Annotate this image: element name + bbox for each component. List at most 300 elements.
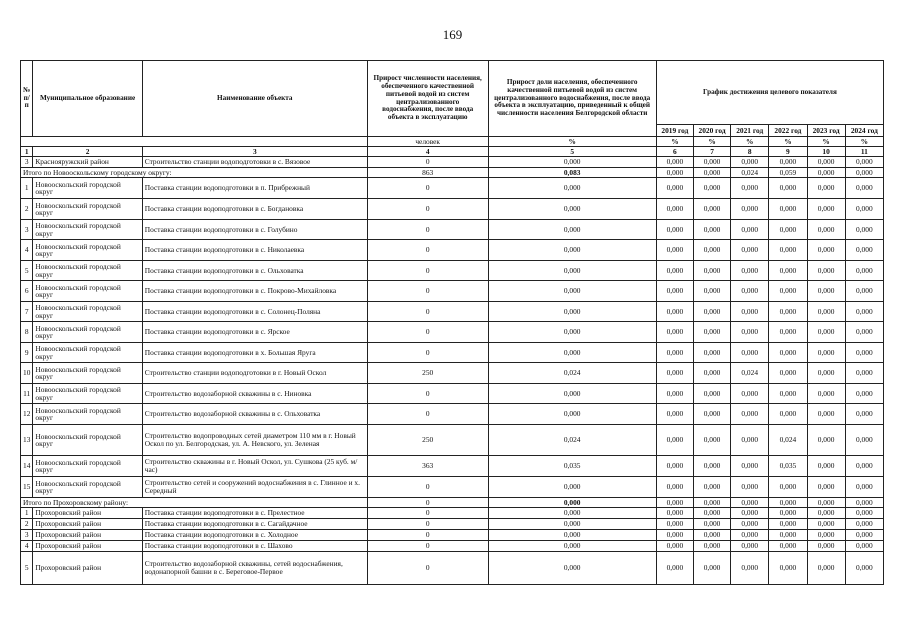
share-cell: 0,000: [488, 261, 656, 281]
row-number: 2: [21, 519, 33, 530]
year-value-cell: 0,000: [693, 552, 730, 585]
people-cell: 0: [367, 384, 488, 404]
people-cell: 0: [367, 322, 488, 343]
people-cell: 0: [367, 220, 488, 240]
year-value-cell: 0,000: [769, 498, 807, 508]
year-value-cell: 0,000: [769, 178, 807, 199]
year-value-cell: 0,000: [807, 404, 845, 425]
municipality-cell: Новооскольский городской округ: [33, 178, 142, 199]
year-value-cell: 0,000: [845, 281, 883, 302]
object-name-cell: Поставка станции водоподготовки в с. Шахово: [142, 541, 367, 552]
year-value-cell: 0,000: [656, 456, 693, 477]
year-value-cell: 0,000: [845, 322, 883, 343]
table-row: [21, 552, 884, 585]
year-value-cell: 0,000: [656, 552, 693, 585]
people-cell: 0: [367, 552, 488, 585]
row-number: 8: [21, 322, 33, 343]
year-value-cell: 0,000: [769, 220, 807, 240]
total-row: [21, 498, 884, 508]
year-value-cell: 0,024: [769, 425, 807, 456]
year-value-cell: 0,000: [807, 240, 845, 261]
unit-percent: %: [731, 137, 769, 147]
year-value-cell: 0,000: [731, 384, 769, 404]
year-value-cell: 0,000: [845, 343, 883, 363]
row-number: 4: [21, 541, 33, 552]
table-row: [21, 363, 884, 384]
header-schedule: График достижения целевого показателя: [656, 61, 883, 125]
table-row: [21, 343, 884, 363]
year-value-cell: 0,000: [845, 363, 883, 384]
share-cell: 0,000: [488, 404, 656, 425]
unit-people: человек: [367, 137, 488, 147]
year-value-cell: 0,000: [693, 240, 730, 261]
table-row: [21, 157, 884, 168]
year-value-cell: 0,000: [769, 302, 807, 322]
year-value-cell: 0,000: [845, 384, 883, 404]
unit-percent: %: [807, 137, 845, 147]
table-row: [21, 322, 884, 343]
year-value-cell: 0,000: [807, 199, 845, 220]
total-label: Итого по Новооскольскому городскому округу:: [21, 168, 368, 178]
year-value-cell: 0,000: [769, 404, 807, 425]
year-value-cell: 0,000: [845, 425, 883, 456]
column-number: 4: [367, 147, 488, 157]
municipality-cell: Новооскольский городской округ: [33, 302, 142, 322]
year-value-cell: 0,000: [769, 261, 807, 281]
total-label: Итого по Прохоровскому району:: [21, 498, 368, 508]
object-name-cell: Строительство водозаборной скважины, сетей водоснабжения, водонапорной башни в с. Береговое-Первое: [142, 552, 367, 585]
year-value-cell: 0,000: [656, 302, 693, 322]
people-cell: 250: [367, 425, 488, 456]
year-value-cell: 0,000: [769, 363, 807, 384]
people-cell: 0: [367, 281, 488, 302]
year-value-cell: 0,000: [656, 508, 693, 519]
object-name-cell: Поставка станции водоподготовки в с. Богдановка: [142, 199, 367, 220]
year-value-cell: 0,000: [693, 157, 730, 168]
municipality-cell: Новооскольский городской округ: [33, 240, 142, 261]
share-cell: 0,000: [488, 240, 656, 261]
year-value-cell: 0,000: [769, 541, 807, 552]
year-value-cell: 0,000: [769, 508, 807, 519]
object-name-cell: Поставка станции водоподготовки в с. Покрово-Михайловка: [142, 281, 367, 302]
object-name-cell: Поставка станции водоподготовки в с. Холодное: [142, 530, 367, 541]
year-value-cell: 0,000: [807, 261, 845, 281]
year-value-cell: 0,059: [769, 168, 807, 178]
year-value-cell: 0,000: [693, 199, 730, 220]
municipality-cell: Новооскольский городской округ: [33, 425, 142, 456]
year-value-cell: 0,000: [656, 168, 693, 178]
year-value-cell: 0,000: [731, 343, 769, 363]
year-value-cell: 0,000: [807, 519, 845, 530]
share-cell: 0,000: [488, 199, 656, 220]
share-cell: 0,000: [488, 477, 656, 498]
municipality-cell: Новооскольский городской округ: [33, 363, 142, 384]
share-cell: 0,000: [488, 322, 656, 343]
header-num: № п/п: [21, 61, 33, 137]
year-value-cell: 0,000: [807, 541, 845, 552]
year-value-cell: 0,000: [845, 508, 883, 519]
year-value-cell: 0,000: [656, 322, 693, 343]
unit-percent: %: [845, 137, 883, 147]
people-cell: 0: [367, 508, 488, 519]
people-cell: 0: [367, 199, 488, 220]
object-name-cell: Поставка станции водоподготовки в с. Сагайдачное: [142, 519, 367, 530]
year-value-cell: 0,000: [731, 519, 769, 530]
year-value-cell: 0,000: [656, 240, 693, 261]
header-year: 2020 год: [693, 125, 730, 137]
object-name-cell: Строительство водозаборной скважины в с. Ольховатка: [142, 404, 367, 425]
year-value-cell: 0,000: [807, 530, 845, 541]
year-value-cell: 0,000: [731, 240, 769, 261]
year-value-cell: 0,000: [693, 281, 730, 302]
share-cell: 0,024: [488, 363, 656, 384]
object-name-cell: Поставка станции водоподготовки в с. Солонец-Поляна: [142, 302, 367, 322]
row-number: 9: [21, 343, 33, 363]
row-number: 14: [21, 456, 33, 477]
header-pop-growth: Прирост численности населения, обеспеченного качественной питьевой водой из систем централизованного водоснабжения, после ввода объекта в эксплуатацию: [367, 61, 488, 137]
year-value-cell: 0,000: [693, 477, 730, 498]
total-share: 0,000: [488, 498, 656, 508]
year-value-cell: 0,000: [845, 541, 883, 552]
year-value-cell: 0,000: [731, 456, 769, 477]
year-value-cell: 0,000: [845, 168, 883, 178]
table-row: [21, 302, 884, 322]
object-name-cell: Строительство водопроводных сетей диаметром 110 мм в г. Новый Оскол по ул. Белгородская, ул. А. Невского, ул. Зеленая: [142, 425, 367, 456]
municipality-cell: Краснояружский район: [33, 157, 142, 168]
year-value-cell: 0,000: [807, 168, 845, 178]
table-row: [21, 281, 884, 302]
header-year: 2023 год: [807, 125, 845, 137]
people-cell: 0: [367, 404, 488, 425]
year-value-cell: 0,000: [656, 541, 693, 552]
year-value-cell: 0,000: [656, 384, 693, 404]
column-number: 11: [845, 147, 883, 157]
share-cell: 0,000: [488, 343, 656, 363]
row-number: 3: [21, 220, 33, 240]
municipality-cell: Прохоровский район: [33, 530, 142, 541]
municipality-cell: Новооскольский городской округ: [33, 404, 142, 425]
year-value-cell: 0,000: [731, 477, 769, 498]
object-name-cell: Поставка станции водоподготовки в с. Николаевка: [142, 240, 367, 261]
year-value-cell: 0,000: [769, 240, 807, 261]
row-number: 3: [21, 530, 33, 541]
share-cell: 0,024: [488, 425, 656, 456]
year-value-cell: 0,000: [845, 157, 883, 168]
year-value-cell: 0,000: [693, 168, 730, 178]
share-cell: 0,000: [488, 384, 656, 404]
year-value-cell: 0,000: [769, 384, 807, 404]
municipality-cell: Прохоровский район: [33, 541, 142, 552]
year-value-cell: 0,000: [845, 498, 883, 508]
row-number: 1: [21, 178, 33, 199]
year-value-cell: 0,000: [731, 322, 769, 343]
header-object-name: Наименование объекта: [142, 61, 367, 137]
year-value-cell: 0,000: [693, 404, 730, 425]
header-row: [21, 61, 884, 125]
year-value-cell: 0,000: [769, 519, 807, 530]
year-value-cell: 0,000: [731, 530, 769, 541]
column-number: 2: [33, 147, 142, 157]
year-value-cell: 0,000: [693, 363, 730, 384]
year-value-cell: 0,000: [693, 384, 730, 404]
share-cell: 0,000: [488, 281, 656, 302]
total-share: 0,083: [488, 168, 656, 178]
year-value-cell: 0,000: [731, 508, 769, 519]
year-value-cell: 0,000: [807, 508, 845, 519]
object-name-cell: Строительство водозаборной скважины в с. Ниновка: [142, 384, 367, 404]
unit-percent: %: [693, 137, 730, 147]
municipality-cell: Новооскольский городской округ: [33, 384, 142, 404]
total-people: 863: [367, 168, 488, 178]
people-cell: 0: [367, 261, 488, 281]
table-row: [21, 425, 884, 456]
year-value-cell: 0,000: [693, 302, 730, 322]
year-value-cell: 0,000: [845, 404, 883, 425]
total-people: 0: [367, 498, 488, 508]
year-value-cell: 0,000: [769, 477, 807, 498]
row-number: 2: [21, 199, 33, 220]
municipality-cell: Прохоровский район: [33, 508, 142, 519]
column-number: 3: [142, 147, 367, 157]
year-value-cell: 0,000: [656, 199, 693, 220]
share-cell: 0,000: [488, 302, 656, 322]
table-row: [21, 404, 884, 425]
year-value-cell: 0,000: [731, 552, 769, 585]
unit-percent: %: [656, 137, 693, 147]
header-year: 2024 год: [845, 125, 883, 137]
year-value-cell: 0,000: [769, 281, 807, 302]
table-row: [21, 178, 884, 199]
column-number: 8: [731, 147, 769, 157]
year-value-cell: 0,000: [656, 404, 693, 425]
municipality-cell: Новооскольский городской округ: [33, 261, 142, 281]
year-value-cell: 0,000: [807, 363, 845, 384]
year-value-cell: 0,000: [693, 541, 730, 552]
year-value-cell: 0,000: [845, 199, 883, 220]
year-value-cell: 0,000: [807, 178, 845, 199]
table-row: [21, 477, 884, 498]
year-value-cell: 0,000: [769, 199, 807, 220]
year-value-cell: 0,000: [731, 541, 769, 552]
year-value-cell: 0,000: [807, 552, 845, 585]
year-value-cell: 0,000: [693, 322, 730, 343]
year-value-cell: 0,000: [845, 477, 883, 498]
year-value-cell: 0,000: [807, 157, 845, 168]
year-value-cell: 0,000: [807, 343, 845, 363]
share-cell: 0,000: [488, 552, 656, 585]
table-row: [21, 384, 884, 404]
year-value-cell: 0,000: [731, 199, 769, 220]
year-value-cell: 0,000: [769, 552, 807, 585]
row-number: 1: [21, 508, 33, 519]
object-name-cell: Поставка станции водоподготовки в с. Ярское: [142, 322, 367, 343]
row-number: 10: [21, 363, 33, 384]
year-value-cell: 0,000: [807, 384, 845, 404]
table-row: [21, 220, 884, 240]
year-value-cell: 0,000: [693, 530, 730, 541]
year-value-cell: 0,000: [769, 157, 807, 168]
year-value-cell: 0,000: [731, 178, 769, 199]
municipality-cell: Новооскольский городской округ: [33, 199, 142, 220]
year-value-cell: 0,000: [693, 178, 730, 199]
year-value-cell: 0,000: [807, 281, 845, 302]
header-municipality: Муниципальное образование: [33, 61, 142, 137]
table-row: [21, 508, 884, 519]
year-value-cell: 0,000: [731, 261, 769, 281]
year-value-cell: 0,000: [693, 508, 730, 519]
year-value-cell: 0,000: [693, 425, 730, 456]
year-value-cell: 0,000: [845, 552, 883, 585]
table-row: [21, 519, 884, 530]
year-value-cell: 0,000: [656, 157, 693, 168]
year-value-cell: 0,000: [693, 498, 730, 508]
people-cell: 0: [367, 477, 488, 498]
year-value-cell: 0,000: [807, 477, 845, 498]
year-value-cell: 0,000: [845, 456, 883, 477]
municipality-cell: Новооскольский городской округ: [33, 343, 142, 363]
row-number: 13: [21, 425, 33, 456]
year-value-cell: 0,000: [807, 220, 845, 240]
object-name-cell: Строительство станции водоподготовки в с. Вязовое: [142, 157, 367, 168]
year-value-cell: 0,000: [656, 363, 693, 384]
row-number: 4: [21, 240, 33, 261]
units-blank: [21, 137, 368, 147]
year-value-cell: 0,024: [731, 168, 769, 178]
column-number-row: [21, 147, 884, 157]
year-value-cell: 0,000: [693, 456, 730, 477]
year-value-cell: 0,000: [731, 302, 769, 322]
people-cell: 0: [367, 157, 488, 168]
object-name-cell: Поставка станции водоподготовки в п. Прибрежный: [142, 178, 367, 199]
municipality-cell: Прохоровский район: [33, 519, 142, 530]
people-cell: 0: [367, 343, 488, 363]
object-name-cell: Поставка станции водоподготовки в х. Большая Яруга: [142, 343, 367, 363]
year-value-cell: 0,000: [845, 178, 883, 199]
year-value-cell: 0,000: [656, 498, 693, 508]
year-value-cell: 0,000: [807, 322, 845, 343]
column-number: 5: [488, 147, 656, 157]
row-number: 6: [21, 281, 33, 302]
municipality-cell: Новооскольский городской округ: [33, 220, 142, 240]
people-cell: 363: [367, 456, 488, 477]
year-value-cell: 0,000: [693, 519, 730, 530]
row-number: 15: [21, 477, 33, 498]
table-row: [21, 240, 884, 261]
municipality-cell: Новооскольский городской округ: [33, 477, 142, 498]
share-cell: 0,000: [488, 530, 656, 541]
year-value-cell: 0,035: [769, 456, 807, 477]
year-value-cell: 0,000: [693, 343, 730, 363]
year-value-cell: 0,000: [656, 530, 693, 541]
row-number: 3: [21, 157, 33, 168]
header-units-row: [21, 137, 884, 147]
total-row: [21, 168, 884, 178]
year-value-cell: 0,000: [693, 261, 730, 281]
share-cell: 0,000: [488, 157, 656, 168]
table-row: [21, 261, 884, 281]
object-name-cell: Строительство станции водоподготовки в г. Новый Оскол: [142, 363, 367, 384]
unit-percent-share: %: [488, 137, 656, 147]
year-value-cell: 0,000: [731, 157, 769, 168]
year-value-cell: 0,000: [845, 302, 883, 322]
municipality-cell: Прохоровский район: [33, 552, 142, 585]
column-number: 10: [807, 147, 845, 157]
year-value-cell: 0,000: [769, 322, 807, 343]
column-number: 1: [21, 147, 33, 157]
year-value-cell: 0,000: [731, 425, 769, 456]
year-value-cell: 0,000: [656, 477, 693, 498]
header-year: 2019 год: [656, 125, 693, 137]
people-cell: 0: [367, 302, 488, 322]
table-row: [21, 199, 884, 220]
unit-percent: %: [769, 137, 807, 147]
year-value-cell: 0,000: [656, 281, 693, 302]
column-number: 9: [769, 147, 807, 157]
year-value-cell: 0,000: [807, 498, 845, 508]
row-number: 5: [21, 261, 33, 281]
share-cell: 0,000: [488, 178, 656, 199]
year-value-cell: 0,000: [807, 456, 845, 477]
year-value-cell: 0,000: [731, 498, 769, 508]
year-value-cell: 0,000: [845, 519, 883, 530]
year-value-cell: 0,000: [656, 343, 693, 363]
table-row: [21, 541, 884, 552]
year-value-cell: 0,000: [807, 425, 845, 456]
year-value-cell: 0,000: [845, 220, 883, 240]
object-name-cell: Поставка станции водоподготовки в с. Прелестное: [142, 508, 367, 519]
people-cell: 0: [367, 178, 488, 199]
people-cell: 250: [367, 363, 488, 384]
year-value-cell: 0,000: [656, 261, 693, 281]
people-cell: 0: [367, 240, 488, 261]
municipality-cell: Новооскольский городской округ: [33, 281, 142, 302]
year-value-cell: 0,000: [769, 343, 807, 363]
year-value-cell: 0,024: [731, 363, 769, 384]
municipality-cell: Новооскольский городской округ: [33, 456, 142, 477]
people-cell: 0: [367, 541, 488, 552]
object-name-cell: Строительство сетей и сооружений водоснабжения в с. Глинное и х. Середный: [142, 477, 367, 498]
year-value-cell: 0,000: [656, 220, 693, 240]
people-cell: 0: [367, 530, 488, 541]
year-value-cell: 0,000: [845, 261, 883, 281]
header-year: 2021 год: [731, 125, 769, 137]
row-number: 11: [21, 384, 33, 404]
year-value-cell: 0,000: [845, 240, 883, 261]
year-value-cell: 0,000: [807, 302, 845, 322]
share-cell: 0,000: [488, 541, 656, 552]
year-value-cell: 0,000: [656, 519, 693, 530]
row-number: 7: [21, 302, 33, 322]
table-row: [21, 530, 884, 541]
target-indicator-table: [20, 60, 884, 585]
table-row: [21, 456, 884, 477]
header-year: 2022 год: [769, 125, 807, 137]
year-value-cell: 0,000: [656, 178, 693, 199]
municipality-cell: Новооскольский городской округ: [33, 322, 142, 343]
object-name-cell: Поставка станции водоподготовки в с. Голубино: [142, 220, 367, 240]
row-number: 5: [21, 552, 33, 585]
header-share-growth: Прирост доли населения, обеспеченного качественной питьевой водой из систем централизованного водоснабжения, после ввода объекта в эксплуатацию, приведенный к общей численности населения Белгородской области: [488, 61, 656, 137]
share-cell: 0,035: [488, 456, 656, 477]
year-value-cell: 0,000: [731, 281, 769, 302]
column-number: 7: [693, 147, 730, 157]
year-value-cell: 0,000: [731, 220, 769, 240]
year-value-cell: 0,000: [693, 220, 730, 240]
share-cell: 0,000: [488, 508, 656, 519]
year-value-cell: 0,000: [769, 530, 807, 541]
share-cell: 0,000: [488, 220, 656, 240]
share-cell: 0,000: [488, 519, 656, 530]
